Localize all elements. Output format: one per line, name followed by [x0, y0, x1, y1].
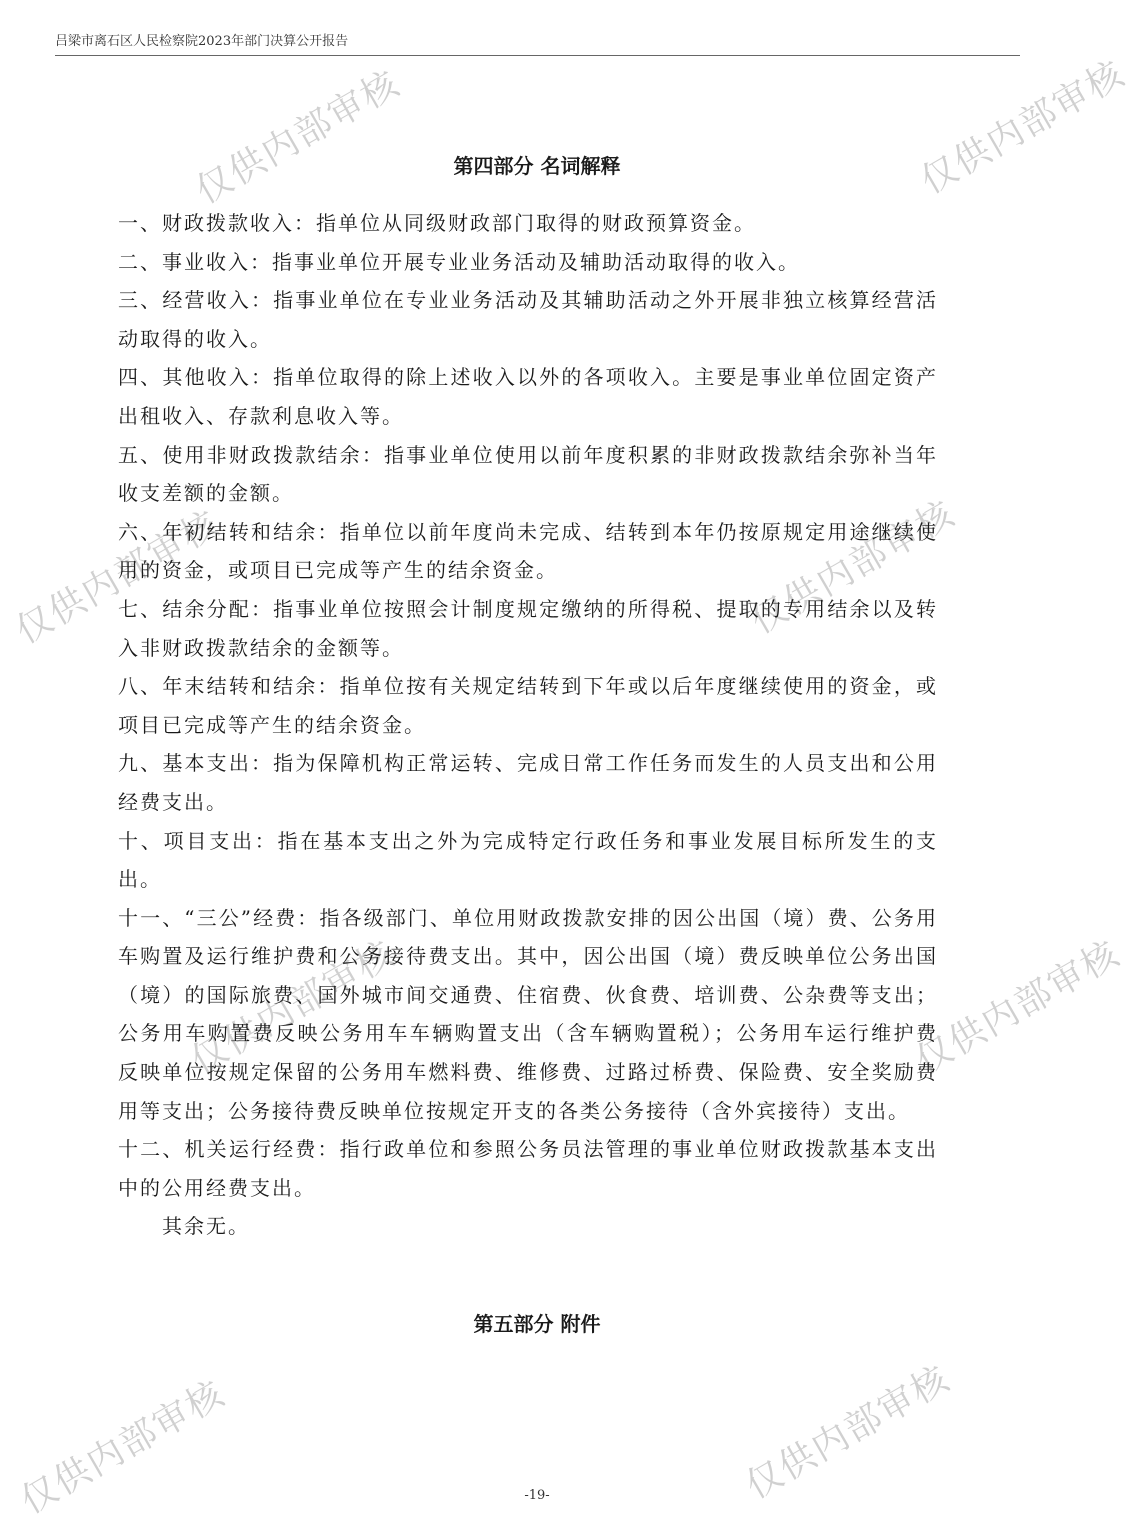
definition-11: 十一、“三公”经费：指各级部门、单位用财政拨款安排的因公出国（境）费、公务用车购置及运行维护费和公务接待费支出。其中，因公出国（境）费反映单位公务出国（境）的国际旅费、国外城市间交通费、住宿费、伙食费、培训费、公杂费等支出；公务用车购置费反映公务用车车辆购置支出（含车辆购置税）；公务用车运行维护费反映单位按规定保留的公务用车燃料费、维修费、过路过桥费、保险费、安全奖励费用等支出；公务接待费反映单位按规定开支的各类公务接待（含外宾接待）支出。: [118, 905, 938, 1123]
definition-8: 八、年末结转和结余：指单位按有关规定结转到下年或以后年度继续使用的资金，或项目已完成等产生的结余资金。: [118, 674, 938, 737]
page-header: 吕梁市离石区人民检察院2023年部门决算公开报告: [55, 30, 1020, 56]
watermark: 仅供内部审核: [914, 52, 1132, 203]
definition-9: 九、基本支出：指为保障机构正常运转、完成日常工作任务而发生的人员支出和公用经费支出。: [118, 751, 938, 814]
definition-4: 四、其他收入：指单位取得的除上述收入以外的各项收入。主要是事业单位固定资产出租收入、存款利息收入等。: [118, 365, 938, 428]
section-title-5: 第五部分 附件: [473, 1312, 601, 1336]
definition-5: 五、使用非财政拨款结余：指事业单位使用以前年度积累的非财政拨款结余弥补当年收支差额的金额。: [118, 442, 938, 506]
definition-3: 三、经营收入：指事业单位在专业业务活动及其辅助活动之外开展非独立核算经营活动取得的收入。: [118, 288, 938, 351]
watermark: 仅供内部审核: [739, 1357, 957, 1508]
section-title-4: 第四部分 名词解释: [453, 154, 621, 178]
definition-1: 一、财政拨款收入：指单位从同级财政部门取得的财政预算资金。: [118, 211, 756, 235]
definition-2: 二、事业收入：指事业单位开展专业业务活动及辅助活动取得的收入。: [118, 249, 800, 274]
definition-12: 十二、机关运行经费：指行政单位和参照公务员法管理的事业单位财政拨款基本支出中的公用经费支出。: [118, 1137, 938, 1200]
page-number: -19-: [524, 1488, 550, 1503]
watermark: 仅供内部审核: [189, 62, 407, 213]
definitions-body: [118, 204, 938, 1246]
definition-7: 七、结余分配：指事业单位按照会计制度规定缴纳的所得税、提取的专用结余以及转入非财政拨款结余的金额等。: [118, 596, 938, 660]
watermark: 仅供内部审核: [9, 502, 227, 653]
watermark: 仅供内部审核: [14, 1372, 232, 1523]
definition-10: 十、项目支出：指在基本支出之外为完成特定行政任务和事业发展目标所发生的支出。: [118, 828, 938, 892]
watermark: 仅供内部审核: [184, 932, 402, 1083]
closing-note: 其余无。: [162, 1214, 250, 1239]
watermark: 仅供内部审核: [744, 492, 962, 643]
definition-6: 六、年初结转和结余：指单位以前年度尚未完成、结转到本年仍按原规定用途继续使用的资金，或项目已完成等产生的结余资金。: [118, 519, 938, 583]
watermark: 仅供内部审核: [909, 932, 1127, 1083]
